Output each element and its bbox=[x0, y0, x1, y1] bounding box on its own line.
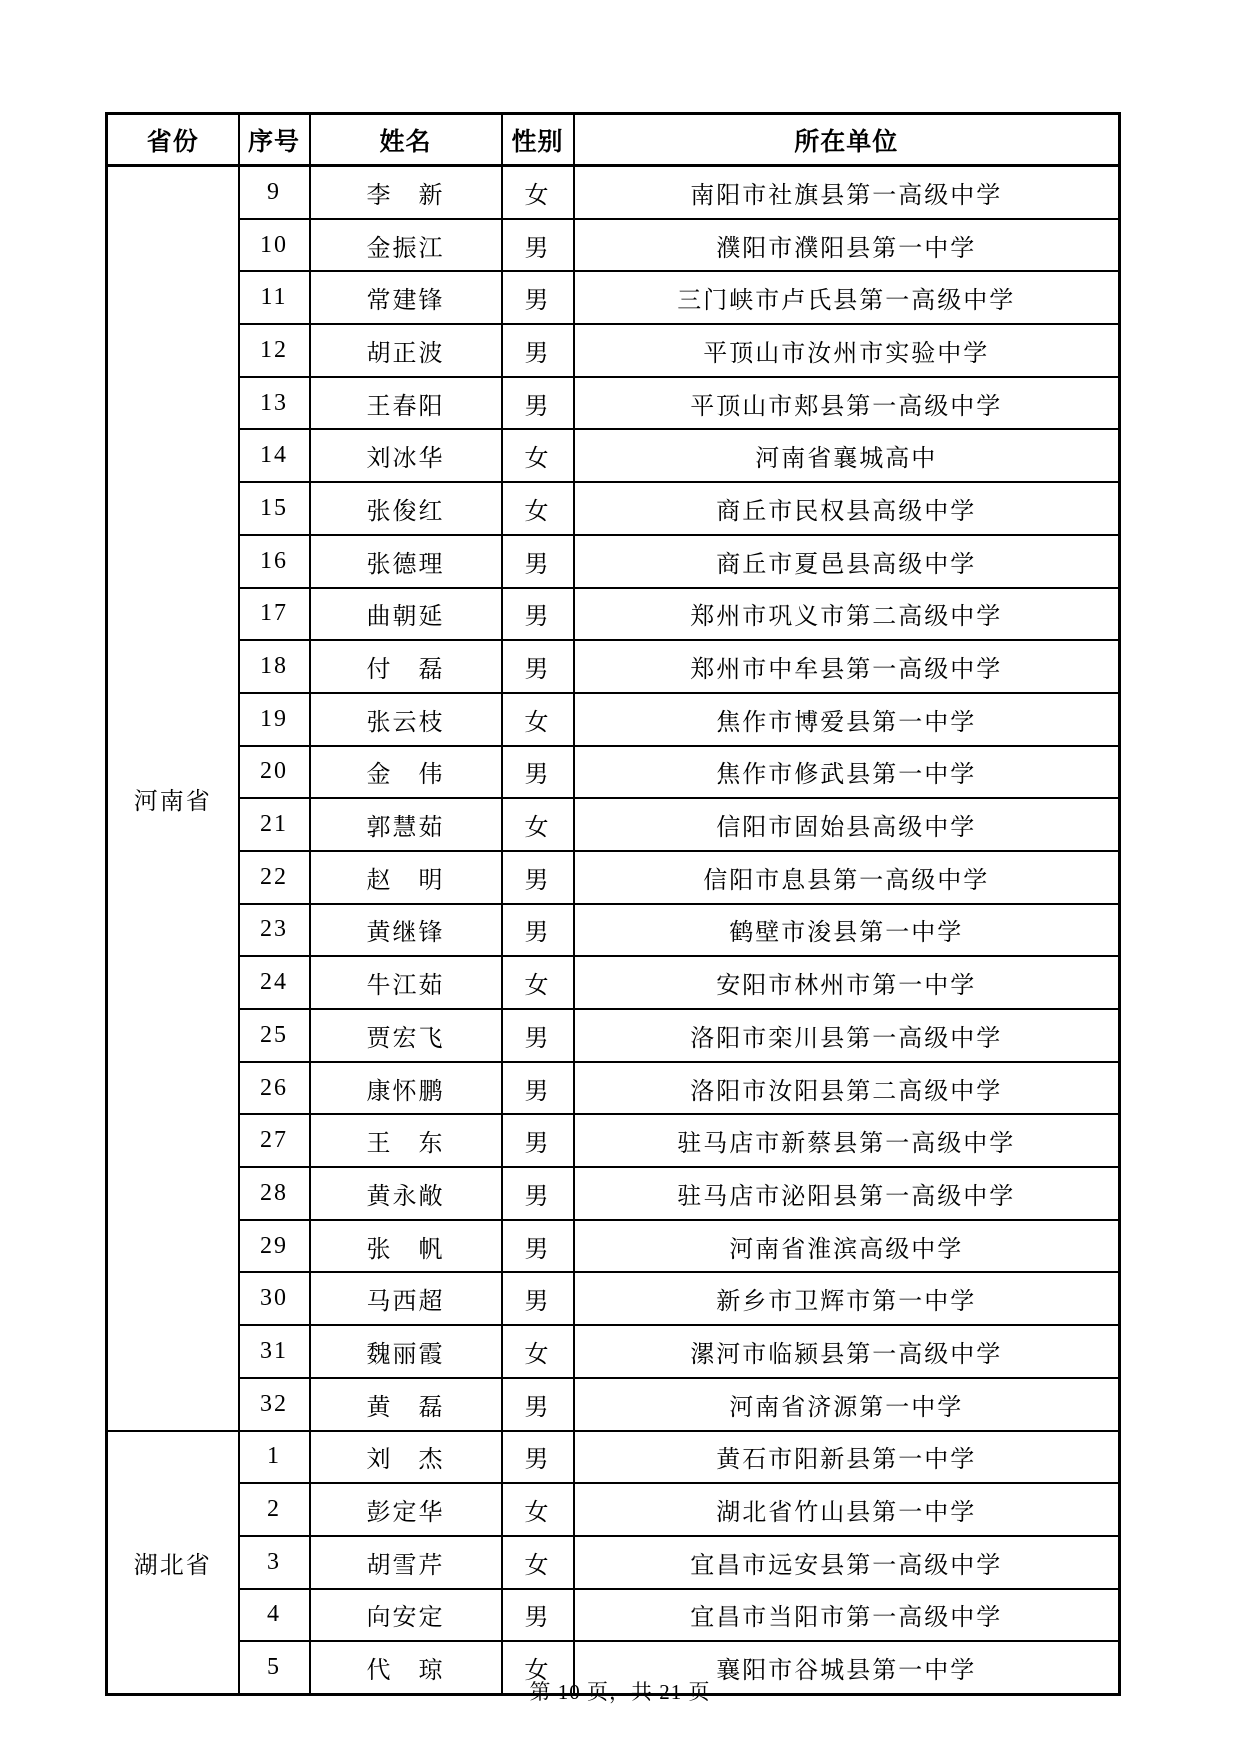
cell-name: 常建锋 bbox=[310, 271, 502, 324]
cell-serial: 13 bbox=[239, 377, 310, 430]
cell-unit: 信阳市息县第一高级中学 bbox=[574, 851, 1120, 904]
cell-name: 赵 明 bbox=[310, 851, 502, 904]
cell-unit: 河南省济源第一中学 bbox=[574, 1378, 1120, 1431]
cell-gender: 男 bbox=[502, 324, 574, 377]
cell-name: 魏丽霞 bbox=[310, 1325, 502, 1378]
cell-gender: 男 bbox=[502, 1220, 574, 1273]
cell-gender: 女 bbox=[502, 1483, 574, 1536]
cell-gender: 女 bbox=[502, 1536, 574, 1589]
table-row bbox=[107, 219, 1120, 272]
cell-gender: 男 bbox=[502, 535, 574, 588]
cell-gender: 男 bbox=[502, 1272, 574, 1325]
header-cell-unit: 所在单位 bbox=[574, 114, 1120, 166]
cell-gender: 女 bbox=[502, 798, 574, 851]
table-header-row bbox=[107, 114, 1120, 166]
cell-name: 贾宏飞 bbox=[310, 1009, 502, 1062]
roster-table bbox=[105, 112, 1121, 1696]
cell-gender: 男 bbox=[502, 271, 574, 324]
cell-unit: 鹤壁市浚县第一中学 bbox=[574, 904, 1120, 957]
table-row bbox=[107, 1325, 1120, 1378]
cell-serial: 28 bbox=[239, 1167, 310, 1220]
cell-unit: 洛阳市栾川县第一高级中学 bbox=[574, 1009, 1120, 1062]
cell-serial: 16 bbox=[239, 535, 310, 588]
table-row bbox=[107, 904, 1120, 957]
table-row bbox=[107, 1589, 1120, 1642]
cell-name: 胡雪芹 bbox=[310, 1536, 502, 1589]
cell-unit: 河南省襄城高中 bbox=[574, 429, 1120, 482]
table-row bbox=[107, 1114, 1120, 1167]
cell-name: 黄永敞 bbox=[310, 1167, 502, 1220]
cell-serial: 27 bbox=[239, 1114, 310, 1167]
table-row bbox=[107, 1483, 1120, 1536]
table-row bbox=[107, 535, 1120, 588]
table-row bbox=[107, 1062, 1120, 1115]
table-row bbox=[107, 746, 1120, 799]
cell-serial: 21 bbox=[239, 798, 310, 851]
cell-name: 付 磊 bbox=[310, 640, 502, 693]
header-cell-province: 省份 bbox=[107, 114, 239, 166]
cell-serial: 18 bbox=[239, 640, 310, 693]
table-row bbox=[107, 1009, 1120, 1062]
province-cell: 河南省 bbox=[107, 166, 239, 1431]
cell-gender: 男 bbox=[502, 1167, 574, 1220]
cell-gender: 男 bbox=[502, 588, 574, 641]
cell-serial: 12 bbox=[239, 324, 310, 377]
cell-gender: 女 bbox=[502, 482, 574, 535]
table-row bbox=[107, 482, 1120, 535]
cell-gender: 男 bbox=[502, 746, 574, 799]
cell-unit: 郑州市巩义市第二高级中学 bbox=[574, 588, 1120, 641]
cell-name: 胡正波 bbox=[310, 324, 502, 377]
table-row bbox=[107, 324, 1120, 377]
cell-gender: 男 bbox=[502, 904, 574, 957]
cell-gender: 男 bbox=[502, 1589, 574, 1642]
cell-name: 黄 磊 bbox=[310, 1378, 502, 1431]
province-cell: 湖北省 bbox=[107, 1431, 239, 1695]
header-cell-name: 姓名 bbox=[310, 114, 502, 166]
cell-unit: 宜昌市当阳市第一高级中学 bbox=[574, 1589, 1120, 1642]
cell-serial: 14 bbox=[239, 429, 310, 482]
table-row bbox=[107, 1220, 1120, 1273]
cell-serial: 2 bbox=[239, 1483, 310, 1536]
table-row bbox=[107, 693, 1120, 746]
cell-unit: 平顶山市郏县第一高级中学 bbox=[574, 377, 1120, 430]
cell-serial: 1 bbox=[239, 1431, 310, 1484]
cell-name: 王春阳 bbox=[310, 377, 502, 430]
cell-serial: 25 bbox=[239, 1009, 310, 1062]
cell-serial: 31 bbox=[239, 1325, 310, 1378]
cell-unit: 平顶山市汝州市实验中学 bbox=[574, 324, 1120, 377]
cell-name: 刘 杰 bbox=[310, 1431, 502, 1484]
cell-name: 张云枝 bbox=[310, 693, 502, 746]
cell-name: 金振江 bbox=[310, 219, 502, 272]
table-row bbox=[107, 588, 1120, 641]
table-row bbox=[107, 640, 1120, 693]
roster-table-body bbox=[107, 166, 1120, 1695]
cell-name: 曲朝延 bbox=[310, 588, 502, 641]
cell-gender: 女 bbox=[502, 1641, 574, 1694]
cell-name: 刘冰华 bbox=[310, 429, 502, 482]
cell-unit: 商丘市夏邑县高级中学 bbox=[574, 535, 1120, 588]
cell-gender: 男 bbox=[502, 1114, 574, 1167]
cell-serial: 10 bbox=[239, 219, 310, 272]
table-row bbox=[107, 377, 1120, 430]
table-row bbox=[107, 1378, 1120, 1431]
cell-serial: 19 bbox=[239, 693, 310, 746]
cell-unit: 郑州市中牟县第一高级中学 bbox=[574, 640, 1120, 693]
table-row bbox=[107, 1272, 1120, 1325]
cell-unit: 商丘市民权县高级中学 bbox=[574, 482, 1120, 535]
cell-serial: 22 bbox=[239, 851, 310, 904]
cell-gender: 女 bbox=[502, 429, 574, 482]
table-row bbox=[107, 1167, 1120, 1220]
cell-serial: 26 bbox=[239, 1062, 310, 1115]
table-row bbox=[107, 1536, 1120, 1589]
cell-serial: 29 bbox=[239, 1220, 310, 1273]
cell-serial: 3 bbox=[239, 1536, 310, 1589]
page-footer: 第 10 页，共 21 页 bbox=[529, 1680, 711, 1704]
cell-gender: 男 bbox=[502, 1062, 574, 1115]
cell-gender: 男 bbox=[502, 1431, 574, 1484]
cell-gender: 女 bbox=[502, 956, 574, 1009]
cell-serial: 30 bbox=[239, 1272, 310, 1325]
cell-name: 王 东 bbox=[310, 1114, 502, 1167]
cell-unit: 漯河市临颍县第一高级中学 bbox=[574, 1325, 1120, 1378]
table-row bbox=[107, 798, 1120, 851]
cell-unit: 安阳市林州市第一中学 bbox=[574, 956, 1120, 1009]
cell-name: 郭慧茹 bbox=[310, 798, 502, 851]
cell-unit: 新乡市卫辉市第一中学 bbox=[574, 1272, 1120, 1325]
cell-serial: 23 bbox=[239, 904, 310, 957]
cell-name: 黄继锋 bbox=[310, 904, 502, 957]
cell-name: 康怀鹏 bbox=[310, 1062, 502, 1115]
cell-unit: 宜昌市远安县第一高级中学 bbox=[574, 1536, 1120, 1589]
cell-gender: 男 bbox=[502, 1378, 574, 1431]
cell-unit: 驻马店市新蔡县第一高级中学 bbox=[574, 1114, 1120, 1167]
cell-serial: 32 bbox=[239, 1378, 310, 1431]
cell-serial: 24 bbox=[239, 956, 310, 1009]
cell-unit: 三门峡市卢氏县第一高级中学 bbox=[574, 271, 1120, 324]
cell-gender: 女 bbox=[502, 166, 574, 219]
cell-unit: 焦作市博爱县第一中学 bbox=[574, 693, 1120, 746]
cell-gender: 女 bbox=[502, 1325, 574, 1378]
table-row bbox=[107, 166, 1120, 219]
cell-serial: 17 bbox=[239, 588, 310, 641]
cell-unit: 信阳市固始县高级中学 bbox=[574, 798, 1120, 851]
cell-unit: 湖北省竹山县第一中学 bbox=[574, 1483, 1120, 1536]
table-row bbox=[107, 851, 1120, 904]
cell-gender: 男 bbox=[502, 851, 574, 904]
cell-name: 向安定 bbox=[310, 1589, 502, 1642]
header-cell-gender: 性别 bbox=[502, 114, 574, 166]
cell-name: 马西超 bbox=[310, 1272, 502, 1325]
header-cell-serial: 序号 bbox=[239, 114, 310, 166]
cell-unit: 濮阳市濮阳县第一中学 bbox=[574, 219, 1120, 272]
cell-serial: 15 bbox=[239, 482, 310, 535]
cell-gender: 男 bbox=[502, 219, 574, 272]
table-row bbox=[107, 271, 1120, 324]
table-row bbox=[107, 956, 1120, 1009]
cell-serial: 20 bbox=[239, 746, 310, 799]
table-row bbox=[107, 1431, 1120, 1484]
cell-unit: 焦作市修武县第一中学 bbox=[574, 746, 1120, 799]
cell-unit: 洛阳市汝阳县第二高级中学 bbox=[574, 1062, 1120, 1115]
cell-unit: 南阳市社旗县第一高级中学 bbox=[574, 166, 1120, 219]
cell-name: 张俊红 bbox=[310, 482, 502, 535]
cell-name: 代 琼 bbox=[310, 1641, 502, 1694]
table-row bbox=[107, 429, 1120, 482]
cell-serial: 5 bbox=[239, 1641, 310, 1694]
cell-name: 张德理 bbox=[310, 535, 502, 588]
cell-unit: 襄阳市谷城县第一中学 bbox=[574, 1641, 1120, 1694]
cell-serial: 9 bbox=[239, 166, 310, 219]
cell-name: 张 帆 bbox=[310, 1220, 502, 1273]
cell-unit: 黄石市阳新县第一中学 bbox=[574, 1431, 1120, 1484]
cell-name: 彭定华 bbox=[310, 1483, 502, 1536]
cell-name: 金 伟 bbox=[310, 746, 502, 799]
cell-serial: 11 bbox=[239, 271, 310, 324]
cell-name: 李 新 bbox=[310, 166, 502, 219]
cell-gender: 男 bbox=[502, 377, 574, 430]
cell-unit: 驻马店市泌阳县第一高级中学 bbox=[574, 1167, 1120, 1220]
cell-unit: 河南省淮滨高级中学 bbox=[574, 1220, 1120, 1273]
cell-name: 牛江茹 bbox=[310, 956, 502, 1009]
cell-serial: 4 bbox=[239, 1589, 310, 1642]
cell-gender: 男 bbox=[502, 1009, 574, 1062]
cell-gender: 男 bbox=[502, 640, 574, 693]
cell-gender: 女 bbox=[502, 693, 574, 746]
